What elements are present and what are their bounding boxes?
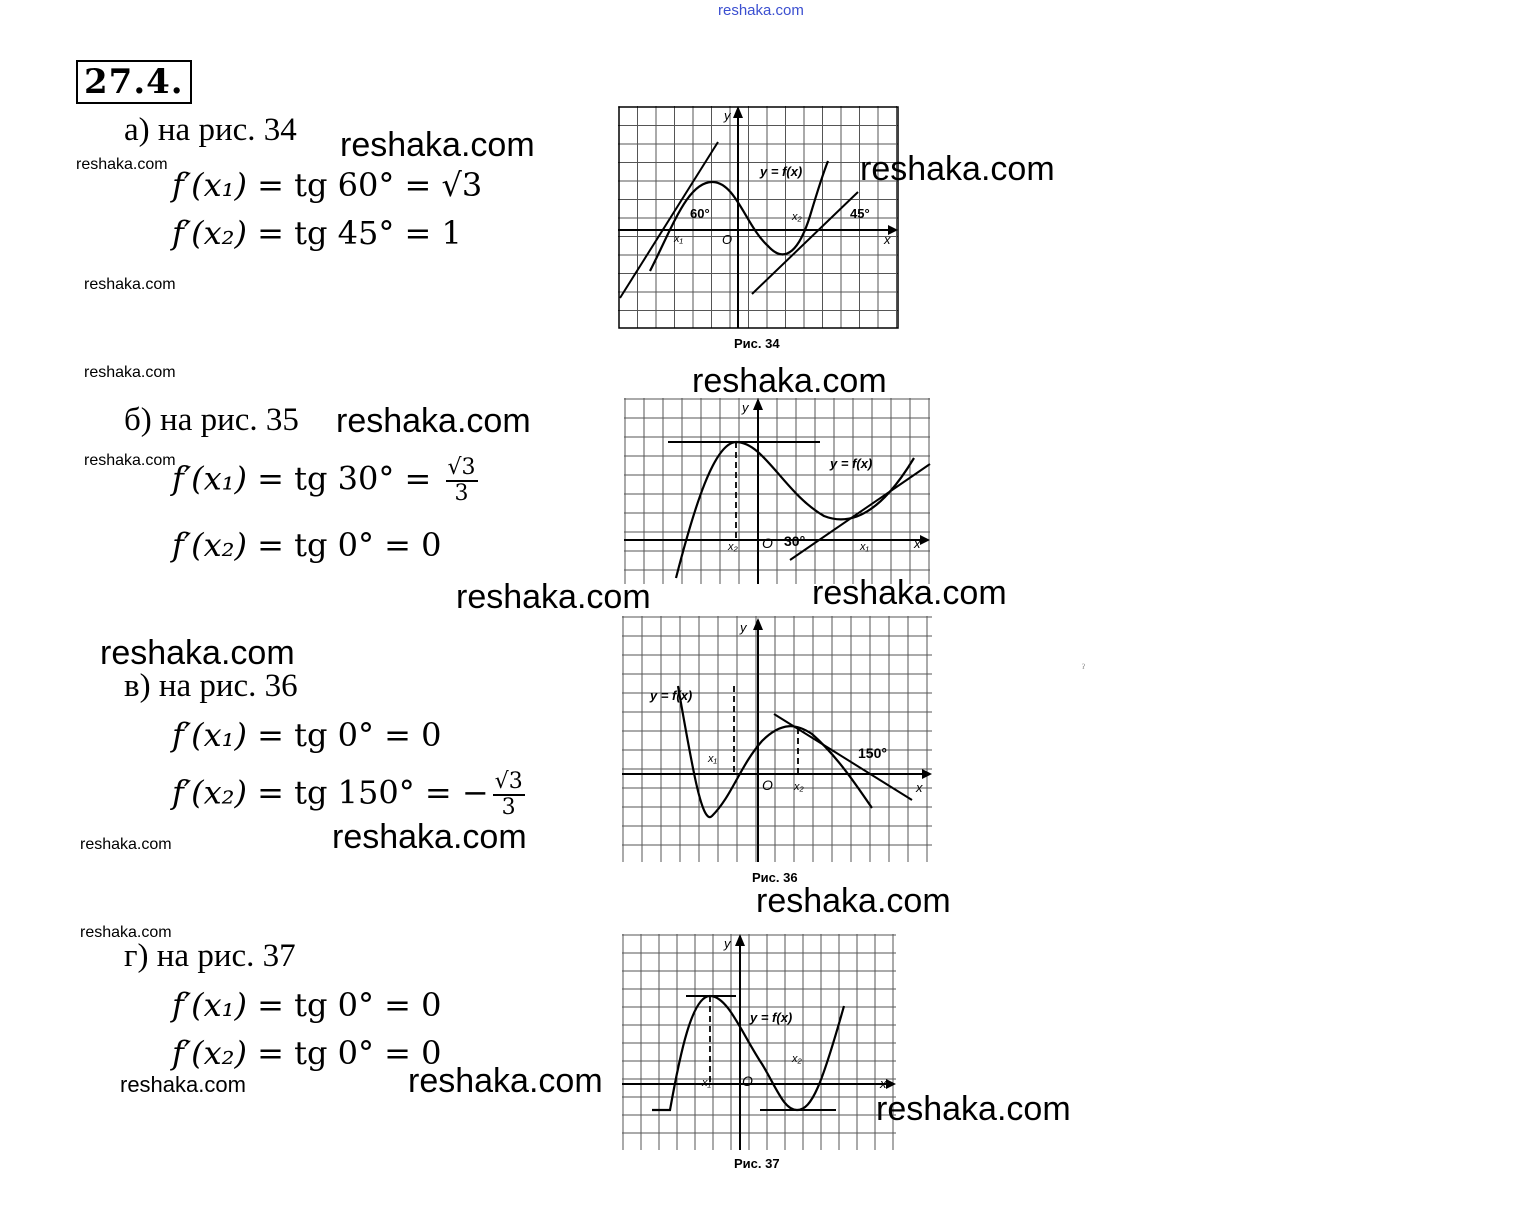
part-d-formula-2: f′(x₂) = tg 0° = 0	[172, 1034, 442, 1072]
figure-34-graph	[618, 106, 900, 356]
part-a-formula-1: f′(x₁) = tg 60° = √3	[172, 166, 483, 204]
origin-label: O	[762, 777, 773, 793]
angle-label-1: 60°	[690, 206, 710, 221]
part-b-formula-2: f′(x₂) = tg 0° = 0	[172, 526, 442, 564]
watermark-small: reshaka.com	[76, 156, 168, 173]
grid	[622, 934, 896, 1150]
angle-label-1: 150°	[858, 745, 887, 761]
y-axis-arrow-icon	[735, 934, 745, 946]
x2-label: x₂	[792, 1053, 802, 1065]
part-d-heading: г) на рис. 37	[124, 938, 296, 974]
figure-37	[622, 934, 898, 1174]
y-axis-arrow-icon	[753, 618, 763, 630]
x1-label: x₁	[702, 1077, 711, 1089]
origin-label: O	[742, 1073, 753, 1089]
watermark: reshaka.com	[336, 402, 531, 440]
grid	[624, 398, 930, 584]
angle-label-2: 45°	[850, 206, 870, 221]
part-d-formula-1: f′(x₁) = tg 0° = 0	[172, 986, 442, 1024]
watermark: reshaka.com	[100, 634, 295, 672]
figure-caption: Рис. 37	[734, 1156, 780, 1171]
x2-label: x₂	[794, 781, 804, 793]
x-axis-label: x	[884, 232, 891, 247]
origin-label: O	[762, 535, 773, 551]
part-b-heading: б) на рис. 35	[124, 402, 299, 438]
part-a-heading: а) на рис. 34	[124, 112, 297, 148]
watermark: reshaka.com	[876, 1090, 1071, 1128]
x2-label: x₂	[792, 211, 802, 223]
watermark-small: reshaka.com	[84, 276, 176, 293]
y-axis-label: y	[724, 936, 731, 951]
watermark: reshaka.com	[408, 1062, 603, 1100]
tangent-line-2	[752, 192, 858, 294]
figure-caption: Рис. 36	[752, 870, 798, 885]
figure-35-graph	[624, 398, 932, 584]
x1-label: x₁	[860, 541, 869, 553]
part-b-formula-1: f′(x₁) = tg 30° = $\frac{√3}{3}$	[172, 455, 476, 506]
watermark-small: reshaka.com	[80, 836, 172, 853]
watermark: reshaka.com	[692, 362, 887, 400]
watermark: reshaka.com	[332, 818, 527, 856]
part-a-formula-2: f′(x₂) = tg 45° = 1	[172, 214, 462, 252]
y-axis-label: y	[742, 400, 749, 415]
watermark: reshaka.com	[456, 578, 651, 616]
top-watermark: reshaka.com	[718, 2, 804, 19]
watermark: reshaka.com	[860, 150, 1055, 188]
problem-number: 27.4.	[76, 60, 192, 104]
stray-mark: ˀ	[1082, 662, 1086, 676]
x1-label: x₁	[674, 233, 683, 245]
x-axis-label: x	[914, 536, 921, 551]
x-axis-label: x	[880, 1076, 887, 1091]
x-axis-arrow-icon	[886, 1079, 896, 1089]
grid	[622, 616, 932, 862]
part-c-formula-2: f′(x₂) = tg 150° = − $\frac{√3}{3}$	[172, 769, 523, 820]
part-c-heading: в) на рис. 36	[124, 668, 298, 704]
watermark-small: reshaka.com	[120, 1072, 246, 1097]
watermark-small: reshaka.com	[84, 364, 176, 381]
watermark-small: reshaka.com	[80, 924, 172, 941]
figure-34	[618, 106, 900, 356]
fraction: $\frac{√3}{3}$	[447, 455, 476, 506]
watermark-small: reshaka.com	[84, 452, 176, 469]
function-label: y = f(x)	[760, 164, 803, 179]
figure-35	[624, 398, 932, 584]
origin-label: O	[722, 232, 733, 247]
function-label: y = f(x)	[830, 456, 873, 471]
x-axis-label: x	[916, 780, 923, 795]
part-c-formula-1: f′(x₁) = tg 0° = 0	[172, 716, 442, 754]
y-axis-arrow-icon	[733, 106, 743, 118]
fraction: $\frac{√3}{3}$	[494, 769, 523, 820]
figure-36-graph	[622, 616, 934, 888]
watermark: reshaka.com	[812, 574, 1007, 612]
watermark: reshaka.com	[340, 126, 535, 164]
y-axis-label: y	[740, 620, 747, 635]
x2-label: x₂	[728, 541, 738, 553]
function-label: y = f(x)	[750, 1010, 793, 1025]
figure-36	[622, 616, 934, 888]
x1-label: x₁	[708, 753, 717, 765]
y-axis-label: y	[724, 108, 731, 123]
angle-label-1: 30°	[784, 533, 806, 549]
function-curve	[652, 996, 844, 1110]
figure-37-graph	[622, 934, 898, 1174]
figure-caption: Рис. 34	[734, 336, 780, 351]
function-label: y = f(x)	[650, 688, 693, 703]
watermark: reshaka.com	[756, 882, 951, 920]
